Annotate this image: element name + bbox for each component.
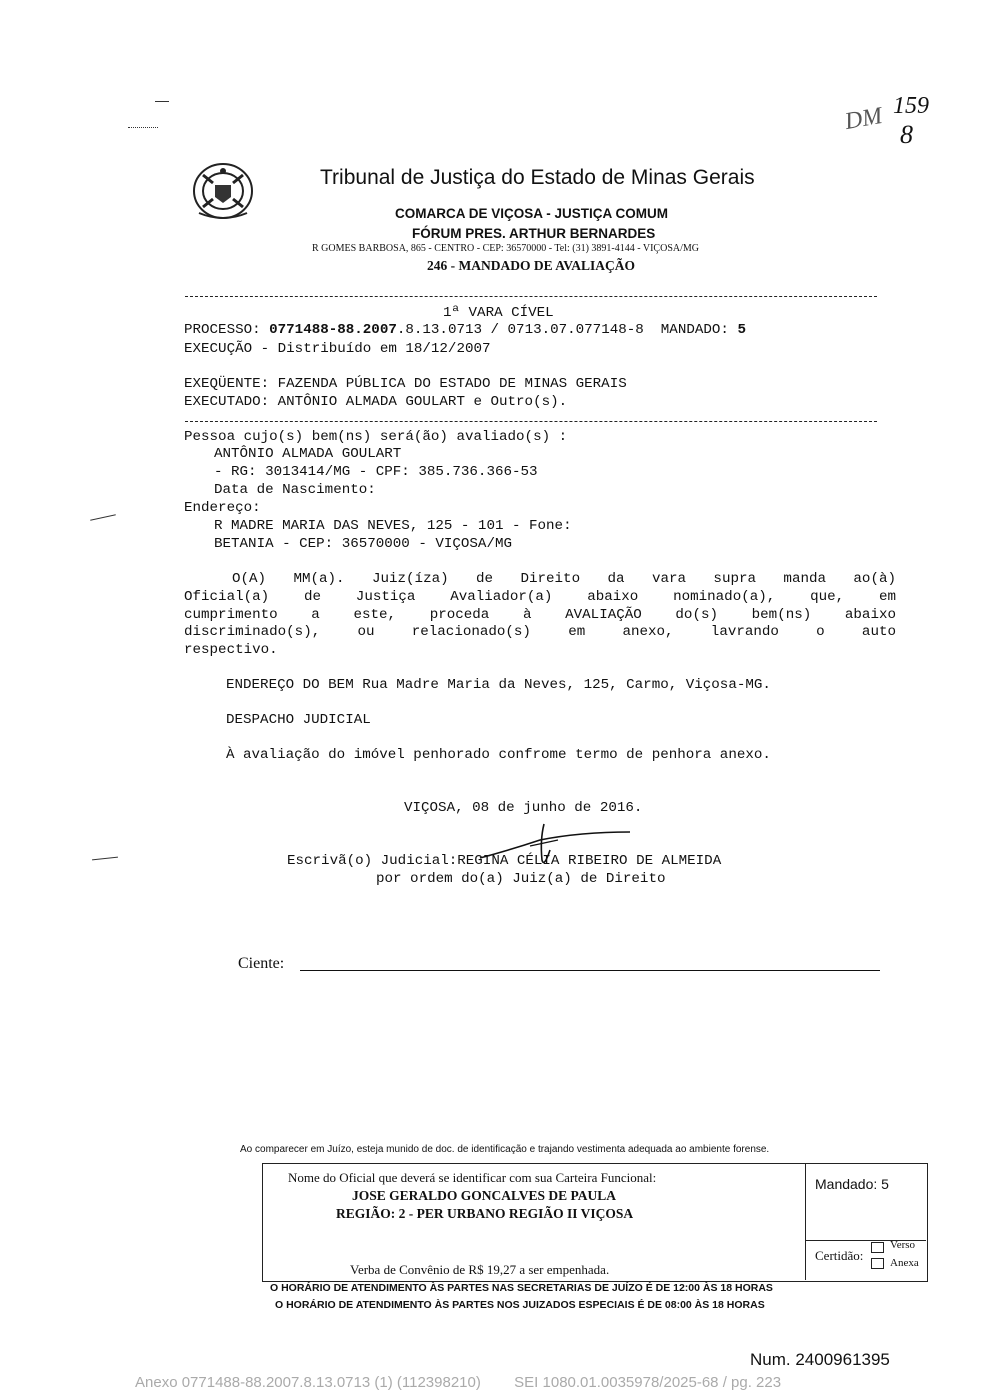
person-intro: Pessoa cujo(s) bem(ns) será(ão) avaliado(s) : [184,429,568,445]
officer-label: Nome do Oficial que deverá se identificar com sua Carteira Funcional: [288,1170,657,1185]
person-birth: Data de Nascimento: [214,482,376,498]
person-name: ANTÔNIO ALMADA GOULART [214,446,402,462]
mandado-box-label: Mandado: 5 [815,1176,889,1192]
exequente: EXEQÜENTE: FAZENDA PÚBLICA DO ESTADO DE MINAS GERAIS [184,376,627,392]
separator [185,296,877,297]
page-number-handwritten: 159 [893,93,929,119]
address-label: Endereço: [184,500,261,516]
court-address: R GOMES BARBOSA, 865 - CENTRO - CEP: 36570000 - Tel: (31) 3891-4144 - VIÇOSA/MG [312,243,700,254]
processo-line [184,322,746,338]
hours-line-2: O HORÁRIO DE ATENDIMENTO ÀS PARTES NOS JUIZADOS ESPECIAIS É DE 08:00 ÀS 18 HORAS [275,1299,765,1309]
electronic-stamp: Anexo 0771488-88.2007.8.13.0713 (1) (112398210) SEI 1080.01.0035978/2025-68 / pg. 223 [135,1374,782,1391]
by-order: por ordem do(a) Juiz(a) de Direito [376,871,666,887]
anexa-checkbox[interactable] [871,1258,884,1269]
officer-name: JOSE GERALDO GONCALVES DE PAULA [352,1188,617,1203]
officer-box-divider [805,1163,806,1280]
clerk-line [287,853,721,869]
anexa-label: Anexa [890,1257,919,1269]
coat-of-arms-icon [191,161,255,221]
ciente-label: Ciente: [238,955,285,972]
place-date: VIÇOSA, 08 de junho de 2016. [404,800,643,816]
clerk-label: Escrivã(o) Judicial: [287,853,458,869]
mandado-label: MANDADO: [660,322,729,338]
scan-mark [155,101,169,102]
scan-mark [128,127,158,128]
despacho-text: À avaliação do imóvel penhorado confrome termo de penhora anexo. [226,747,771,763]
mandado-number: 5 [737,322,746,338]
order-line-4: discriminado(s), ou relacionado(s) em anexo, lavrando o auto [184,624,896,640]
court-title: Tribunal de Justiça do Estado de Minas Gerais [320,166,755,189]
despacho-title: DESPACHO JUDICIAL [226,712,371,728]
verso-checkbox[interactable] [871,1242,884,1253]
person-ids: - RG: 3013414/MG - CPF: 385.736.366-53 [214,464,538,480]
document-number: Num. 2400961395 [750,1350,890,1369]
comarca: COMARCA DE VIÇOSA - JUSTIÇA COMUM [395,206,668,221]
document-type: 246 - MANDADO DE AVALIAÇÃO [427,258,636,273]
address-line-1: R MADRE MARIA DAS NEVES, 125 - 101 - Fone: [214,518,572,534]
scan-mark [90,514,116,520]
processo-label: PROCESSO: [184,322,261,338]
vara: 1ª VARA CÍVEL [443,305,554,321]
initials-handwritten: DM [842,102,885,136]
order-line-3: cumprimento a este, proceda à AVALIAÇÃO do(s) bem(ns) abaixo [184,607,896,623]
order-line-2: Oficial(a) de Justiça Avaliador(a) abaixo nominado(a), que, em [184,589,896,605]
verso-label: Verso [890,1239,916,1251]
order-line-5: respectivo. [184,642,278,658]
forum: FÓRUM PRES. ARTHUR BERNARDES [412,226,656,241]
execucao: EXECUÇÃO - Distribuído em 18/12/2007 [184,341,491,357]
separator [185,421,877,422]
sheet-number-handwritten: 8 [900,120,913,149]
property-address: ENDEREÇO DO BEM Rua Madre Maria da Neves, 125, Carmo, Viçosa-MG. [226,677,771,693]
officer-region: REGIÃO: 2 - PER URBANO REGIÃO II VIÇOSA [336,1206,634,1221]
verba: Verba de Convênio de R$ 19,27 a ser empenhada. [350,1262,610,1277]
order-line-1: O(A) MM(a). Juiz(íza) de Direito da vara supra manda ao(à) [232,571,896,587]
processo-number: 0771488-88.2007 [269,322,397,338]
address-line-2: BETANIA - CEP: 36570000 - VIÇOSA/MG [214,536,512,552]
scan-mark [92,857,118,861]
clerk-name: REGINA CÉLIA RIBEIRO DE ALMEIDA [457,853,722,869]
footer-notice: Ao comparecer em Juízo, esteja munido de doc. de identificação e trajando vestimenta adequada ao ambiente forense. [240,1144,770,1155]
certidao-label: Certidão: [815,1248,864,1263]
hours-line-1: O HORÁRIO DE ATENDIMENTO ÀS PARTES NAS SECRETARIAS DE JUÍZO É DE 12:00 ÀS 18 HORAS [270,1282,773,1294]
executado: EXECUTADO: ANTÔNIO ALMADA GOULART e Outro(s). [184,394,568,410]
ciente-line[interactable] [300,970,880,971]
processo-suffix: .8.13.0713 / 0713.07.077148-8 [396,322,644,338]
